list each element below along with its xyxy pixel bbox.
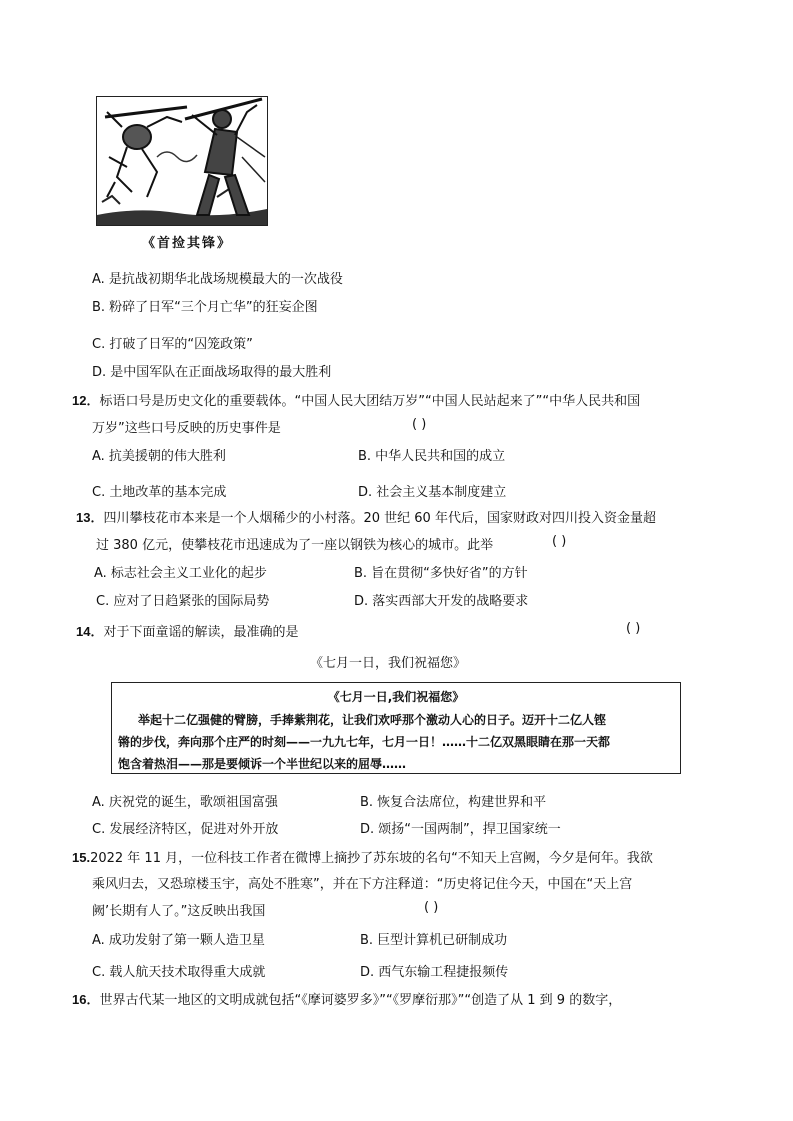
- q15-option-c: C. 载人航天技术取得重大成就: [92, 965, 266, 980]
- q13-option-d: D. 落实西部大开发的战略要求: [354, 594, 529, 609]
- q15-text1: 2022 年 11 月，一位科技工作者在微博上摘抄了苏东坡的名句“不知天上宫阙，今夕是何年。我欲: [90, 851, 653, 866]
- q15-number: 15.: [72, 850, 91, 865]
- q12-stem-line2: 万岁”这些口号反映的历史事件是: [92, 421, 281, 436]
- q14-stem: [76, 621, 298, 640]
- poem-line-3: 饱含着热泪——那是要倾诉一个半世纪以来的屈辱……: [118, 757, 407, 771]
- q12-option-c: C. 土地改革的基本完成: [92, 485, 227, 500]
- q14-option-b: B. 恢复合法席位，构建世界和平: [360, 795, 547, 810]
- q13-option-c: C. 应对了日趋紧张的国际局势: [96, 594, 270, 609]
- q11-option-d: D. 是中国军队在正面战场取得的最大胜利: [92, 365, 332, 380]
- q12-option-d: D. 社会主义基本制度建立: [358, 485, 507, 500]
- q15-stem-line1: [72, 847, 653, 866]
- poem-box-title: 《七月一日,我们祝福您》: [327, 690, 465, 704]
- q14-poem-box: [111, 682, 681, 774]
- q12-answer-paren: ( ): [412, 417, 427, 432]
- q15-option-a: A. 成功发射了第一颗人造卫星: [92, 933, 265, 948]
- q13-stem-line2: 过 380 亿元，使攀枝花市迅速成为了一座以钢铁为核心的城市。此举: [96, 538, 494, 553]
- q13-number: 13．: [76, 510, 104, 525]
- image-caption: 《首捡其锋》: [142, 236, 233, 251]
- q14-number: 14．: [76, 624, 104, 639]
- q13-text1: 四川攀枝花市本来是一个人烟稀少的小村落。20 世纪 60 年代后，国家财政对四川投入资金量超: [103, 511, 656, 526]
- q13-stem-line1: [76, 507, 656, 526]
- q11-option-c: C. 打破了日军的“囚笼政策”: [92, 337, 253, 352]
- woodcut-illustration: [96, 96, 268, 226]
- q14-option-a: A. 庆祝党的诞生，歌颂祖国富强: [92, 795, 278, 810]
- q16-text1: 世界古代某一地区的文明成就包括“《摩诃婆罗多》”“《罗摩衍那》”“创造了从 1 到 9 的数字，: [99, 993, 622, 1008]
- q12-option-a: A. 抗美援朝的伟大胜利: [92, 449, 226, 464]
- q14-answer-paren: ( ): [626, 621, 641, 636]
- poem-line-2: 锵的步伐，奔向那个庄严的时刻——一九九七年，七月一日！……十二亿双黑眼睛在那一天都: [118, 735, 611, 749]
- q12-stem-line1: [72, 390, 640, 409]
- q15-stem-line2: 乘风归去，又恐琼楼玉宇，高处不胜寒”，并在下方注释道：“历史将记住今天，中国在“天上宫: [92, 877, 633, 892]
- q14-option-c: C. 发展经济特区，促进对外开放: [92, 822, 279, 837]
- q16-number: 16．: [72, 992, 100, 1007]
- q11-option-a: A. 是抗战初期华北战场规模最大的一次战役: [92, 272, 343, 287]
- q14-poem-title: 《七月一日，我们祝福您》: [310, 656, 467, 671]
- q14-text: 对于下面童谣的解读，最准确的是: [103, 625, 299, 640]
- q12-number: 12．: [72, 393, 100, 408]
- q13-option-a: A. 标志社会主义工业化的起步: [94, 566, 267, 581]
- woodcut-image: [97, 97, 267, 225]
- q14-option-d: D. 颂扬“一国两制”，捍卫国家统一: [360, 822, 561, 837]
- q15-option-d: D. 西气东输工程捷报频传: [360, 965, 509, 980]
- q15-answer-paren: ( ): [424, 900, 439, 915]
- q11-option-b: B. 粉碎了日军“三个月亡华”的狂妄企图: [92, 300, 318, 315]
- q13-option-b: B. 旨在贯彻“多快好省”的方针: [354, 566, 528, 581]
- q13-answer-paren: ( ): [552, 534, 567, 549]
- q12-text1: 标语口号是历史文化的重要载体。“中国人民大团结万岁”“中国人民站起来了”“中华人民共和国: [99, 394, 641, 409]
- poem-line-1: 举起十二亿强健的臂膀，手捧紫荆花，让我们欢呼那个激动人心的日子。迈开十二亿人铿: [138, 713, 607, 727]
- q12-option-b: B. 中华人民共和国的成立: [358, 449, 506, 464]
- q16-stem-line1: [72, 989, 621, 1008]
- q15-stem-line3: 阙’长期有人了。”这反映出我国: [92, 904, 266, 919]
- q15-option-b: B. 巨型计算机已研制成功: [360, 933, 508, 948]
